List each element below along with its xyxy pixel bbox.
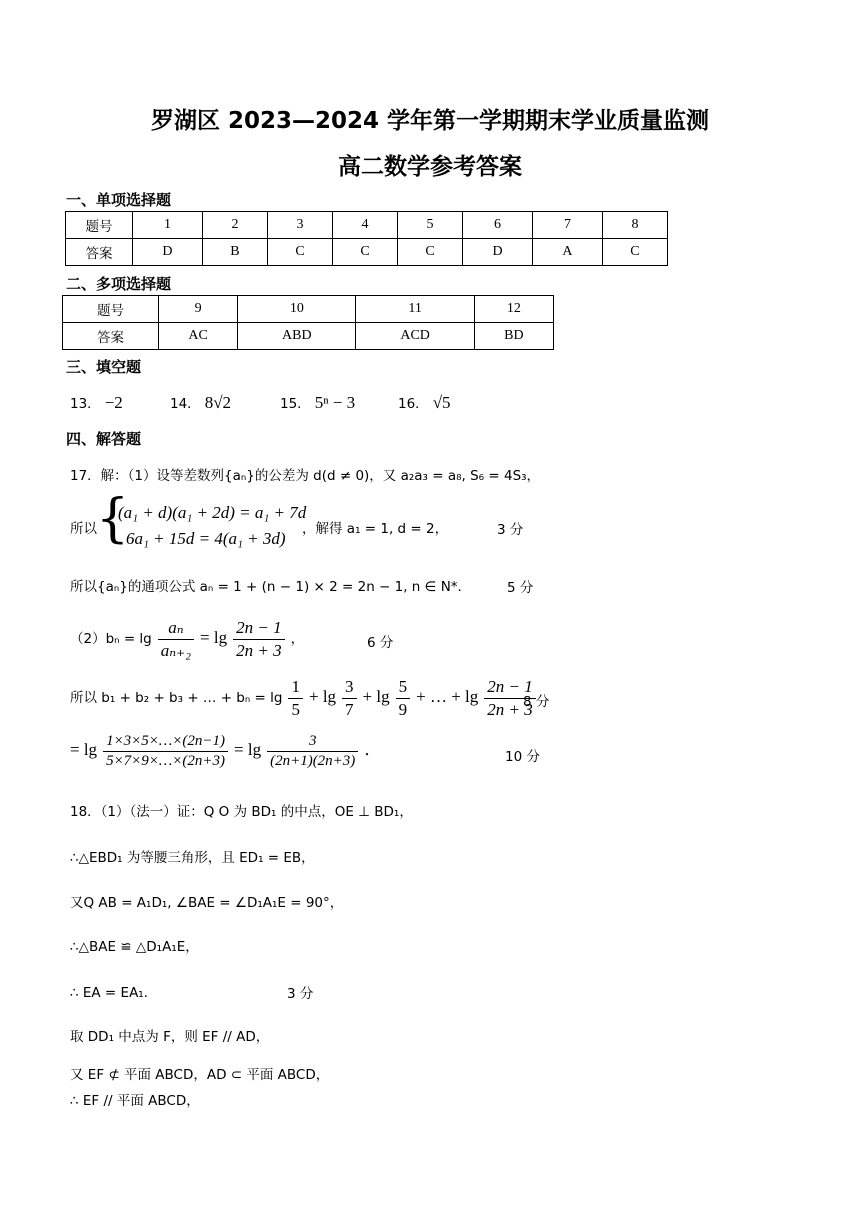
table-cell: 10 <box>238 296 356 323</box>
table-cell: 7 <box>533 212 603 239</box>
table-cell: 9 <box>159 296 238 323</box>
text-plus: + lg <box>308 687 337 707</box>
denominator: 5 <box>291 700 300 719</box>
page-title: 罗湖区 2023—2024 学年第一学期期末学业质量监测 <box>150 108 710 134</box>
fraction <box>288 677 303 720</box>
text-suffix: ， <box>290 631 305 648</box>
left-brace: { <box>96 489 130 549</box>
table-cell: C <box>267 239 332 266</box>
table-cell: ABD <box>238 323 356 350</box>
score-mark: 6 分 <box>367 635 394 651</box>
table-cell-label: 题号 <box>66 212 133 239</box>
answer-value: √5 <box>432 393 451 412</box>
denominator: 2n + 3 <box>236 641 282 660</box>
table-cell: 4 <box>333 212 398 239</box>
denominator: (2n+1)(2n+3) <box>270 753 356 769</box>
solution-text: ，解得 a₁ = 1, d = 2， <box>302 521 449 537</box>
fraction <box>233 618 284 661</box>
table-row <box>66 239 668 266</box>
denominator: 7 <box>345 700 354 719</box>
q18-line2: ∴△EBD₁ 为等腰三角形，且 ED₁ = EB， <box>70 850 315 866</box>
table-cell: 8 <box>602 212 667 239</box>
score-mark: 8 分 <box>523 694 550 710</box>
table-cell: BD <box>474 323 553 350</box>
answer-value: 8√2 <box>204 393 232 412</box>
table-cell: C <box>333 239 398 266</box>
fraction <box>342 677 357 720</box>
fraction <box>267 733 358 770</box>
equation-1: (a₁ + d)(a₁ + 2d) = a₁ + 7d <box>118 503 307 522</box>
q18-line4: ∴△BAE ≌ △D₁A₁E， <box>70 939 199 955</box>
question-number: 14． <box>170 396 201 412</box>
text-prefix: = lg <box>70 740 98 760</box>
section2-heading: 二、多项选择题 <box>66 275 172 293</box>
table-cell: D <box>133 239 203 266</box>
fill-blank-14 <box>170 392 231 413</box>
table-cell: 1 <box>133 212 203 239</box>
q18-line3: 又Q AB = A₁D₁, ∠BAE = ∠D₁A₁E = 90°， <box>70 895 344 911</box>
answer-value: 5ⁿ − 3 <box>314 393 356 412</box>
fill-blank-13 <box>70 392 123 413</box>
score-mark: 10 分 <box>505 749 540 765</box>
score-mark: 3 分 <box>497 522 524 538</box>
question-number: 15． <box>280 396 311 412</box>
text-suffix: ． <box>364 740 382 760</box>
single-choice-table <box>65 211 668 266</box>
table-cell-label: 答案 <box>63 323 159 350</box>
table-row <box>66 212 668 239</box>
section1-heading: 一、单项选择题 <box>66 191 172 209</box>
table-row <box>63 323 554 350</box>
question-number: 16． <box>398 396 429 412</box>
q17-line6 <box>70 733 381 770</box>
q18-line1: 18．（1）（法一）证：Q O 为 BD₁ 的中点，OE ⊥ BD₁， <box>70 804 413 820</box>
table-cell: AC <box>159 323 238 350</box>
table-row <box>63 296 554 323</box>
numerator: 3 <box>342 677 357 699</box>
equation-2: 6a₁ + 15d = 4(a₁ + 3d) <box>126 529 286 548</box>
text-plus: + lg <box>362 687 390 707</box>
section4-heading: 四、解答题 <box>66 430 142 448</box>
numerator: 1 <box>288 677 303 699</box>
table-cell: 5 <box>398 212 463 239</box>
numerator: 1×3×5×…×(2n−1) <box>103 733 228 752</box>
denominator: 2n + 3 <box>487 700 533 719</box>
fraction <box>158 618 194 661</box>
fill-blank-16 <box>398 392 451 413</box>
section3-heading: 三、填空题 <box>66 358 142 376</box>
denominator: aₙ₊₂ <box>160 641 192 660</box>
table-cell: A <box>533 239 603 266</box>
text-mid: = lg <box>200 628 228 648</box>
fraction <box>396 677 411 720</box>
table-cell-label: 答案 <box>66 239 133 266</box>
text-plus: + … + lg <box>416 687 479 707</box>
denominator: 5×7×9×…×(2n+3) <box>106 753 226 769</box>
denominator: 9 <box>398 700 408 719</box>
score-mark: 3 分 <box>287 986 314 1002</box>
fill-blank-15 <box>280 392 355 413</box>
q18-line8: ∴ EF // 平面 ABCD， <box>70 1093 200 1109</box>
q17-line5 <box>70 677 538 720</box>
table-cell: C <box>602 239 667 266</box>
fraction <box>103 733 228 770</box>
table-cell: B <box>202 239 267 266</box>
text-prefix: 所以 <box>70 521 97 537</box>
q17-line4 <box>70 618 304 661</box>
numerator: 2n − 1 <box>233 618 284 640</box>
table-cell: 6 <box>463 212 533 239</box>
table-cell: 2 <box>202 212 267 239</box>
table-cell: C <box>398 239 463 266</box>
table-cell: 3 <box>267 212 332 239</box>
table-cell: ACD <box>356 323 474 350</box>
score-mark: 5 分 <box>507 580 534 596</box>
numerator: 2n − 1 <box>484 677 535 699</box>
numerator: 5 <box>396 677 411 699</box>
q18-line5: ∴ EA = EA₁． <box>70 985 158 1001</box>
q18-line6: 取 DD₁ 中点为 F，则 EF // AD， <box>70 1029 270 1045</box>
table-cell: 12 <box>474 296 553 323</box>
question-number: 13． <box>70 396 101 412</box>
page-subtitle: 高二数学参考答案 <box>338 154 522 180</box>
table-cell: D <box>463 239 533 266</box>
q18-line7: 又 EF ⊄ 平面 ABCD，AD ⊂ 平面 ABCD， <box>70 1067 330 1083</box>
table-cell-label: 题号 <box>63 296 159 323</box>
numerator: 3 <box>267 733 358 752</box>
numerator: aₙ <box>158 618 194 640</box>
text-prefix: 所以 b₁ + b₂ + b₃ + … + bₙ = lg <box>70 690 283 707</box>
text-mid: = lg <box>234 740 262 760</box>
text-prefix: （2）bₙ = lg <box>70 631 152 648</box>
q17-line3: 所以{aₙ}的通项公式 aₙ = 1 + (n − 1) × 2 = 2n − 1, n ∈ N*． <box>70 579 472 595</box>
multi-choice-table <box>62 295 554 350</box>
answer-value: −2 <box>104 393 123 412</box>
q17-line1: 17．解：（1）设等差数列{aₙ}的公差为 d(d ≠ 0)，又 a₂a₃ = a₈, S₆ = 4S₃， <box>70 468 541 484</box>
table-cell: 11 <box>356 296 474 323</box>
